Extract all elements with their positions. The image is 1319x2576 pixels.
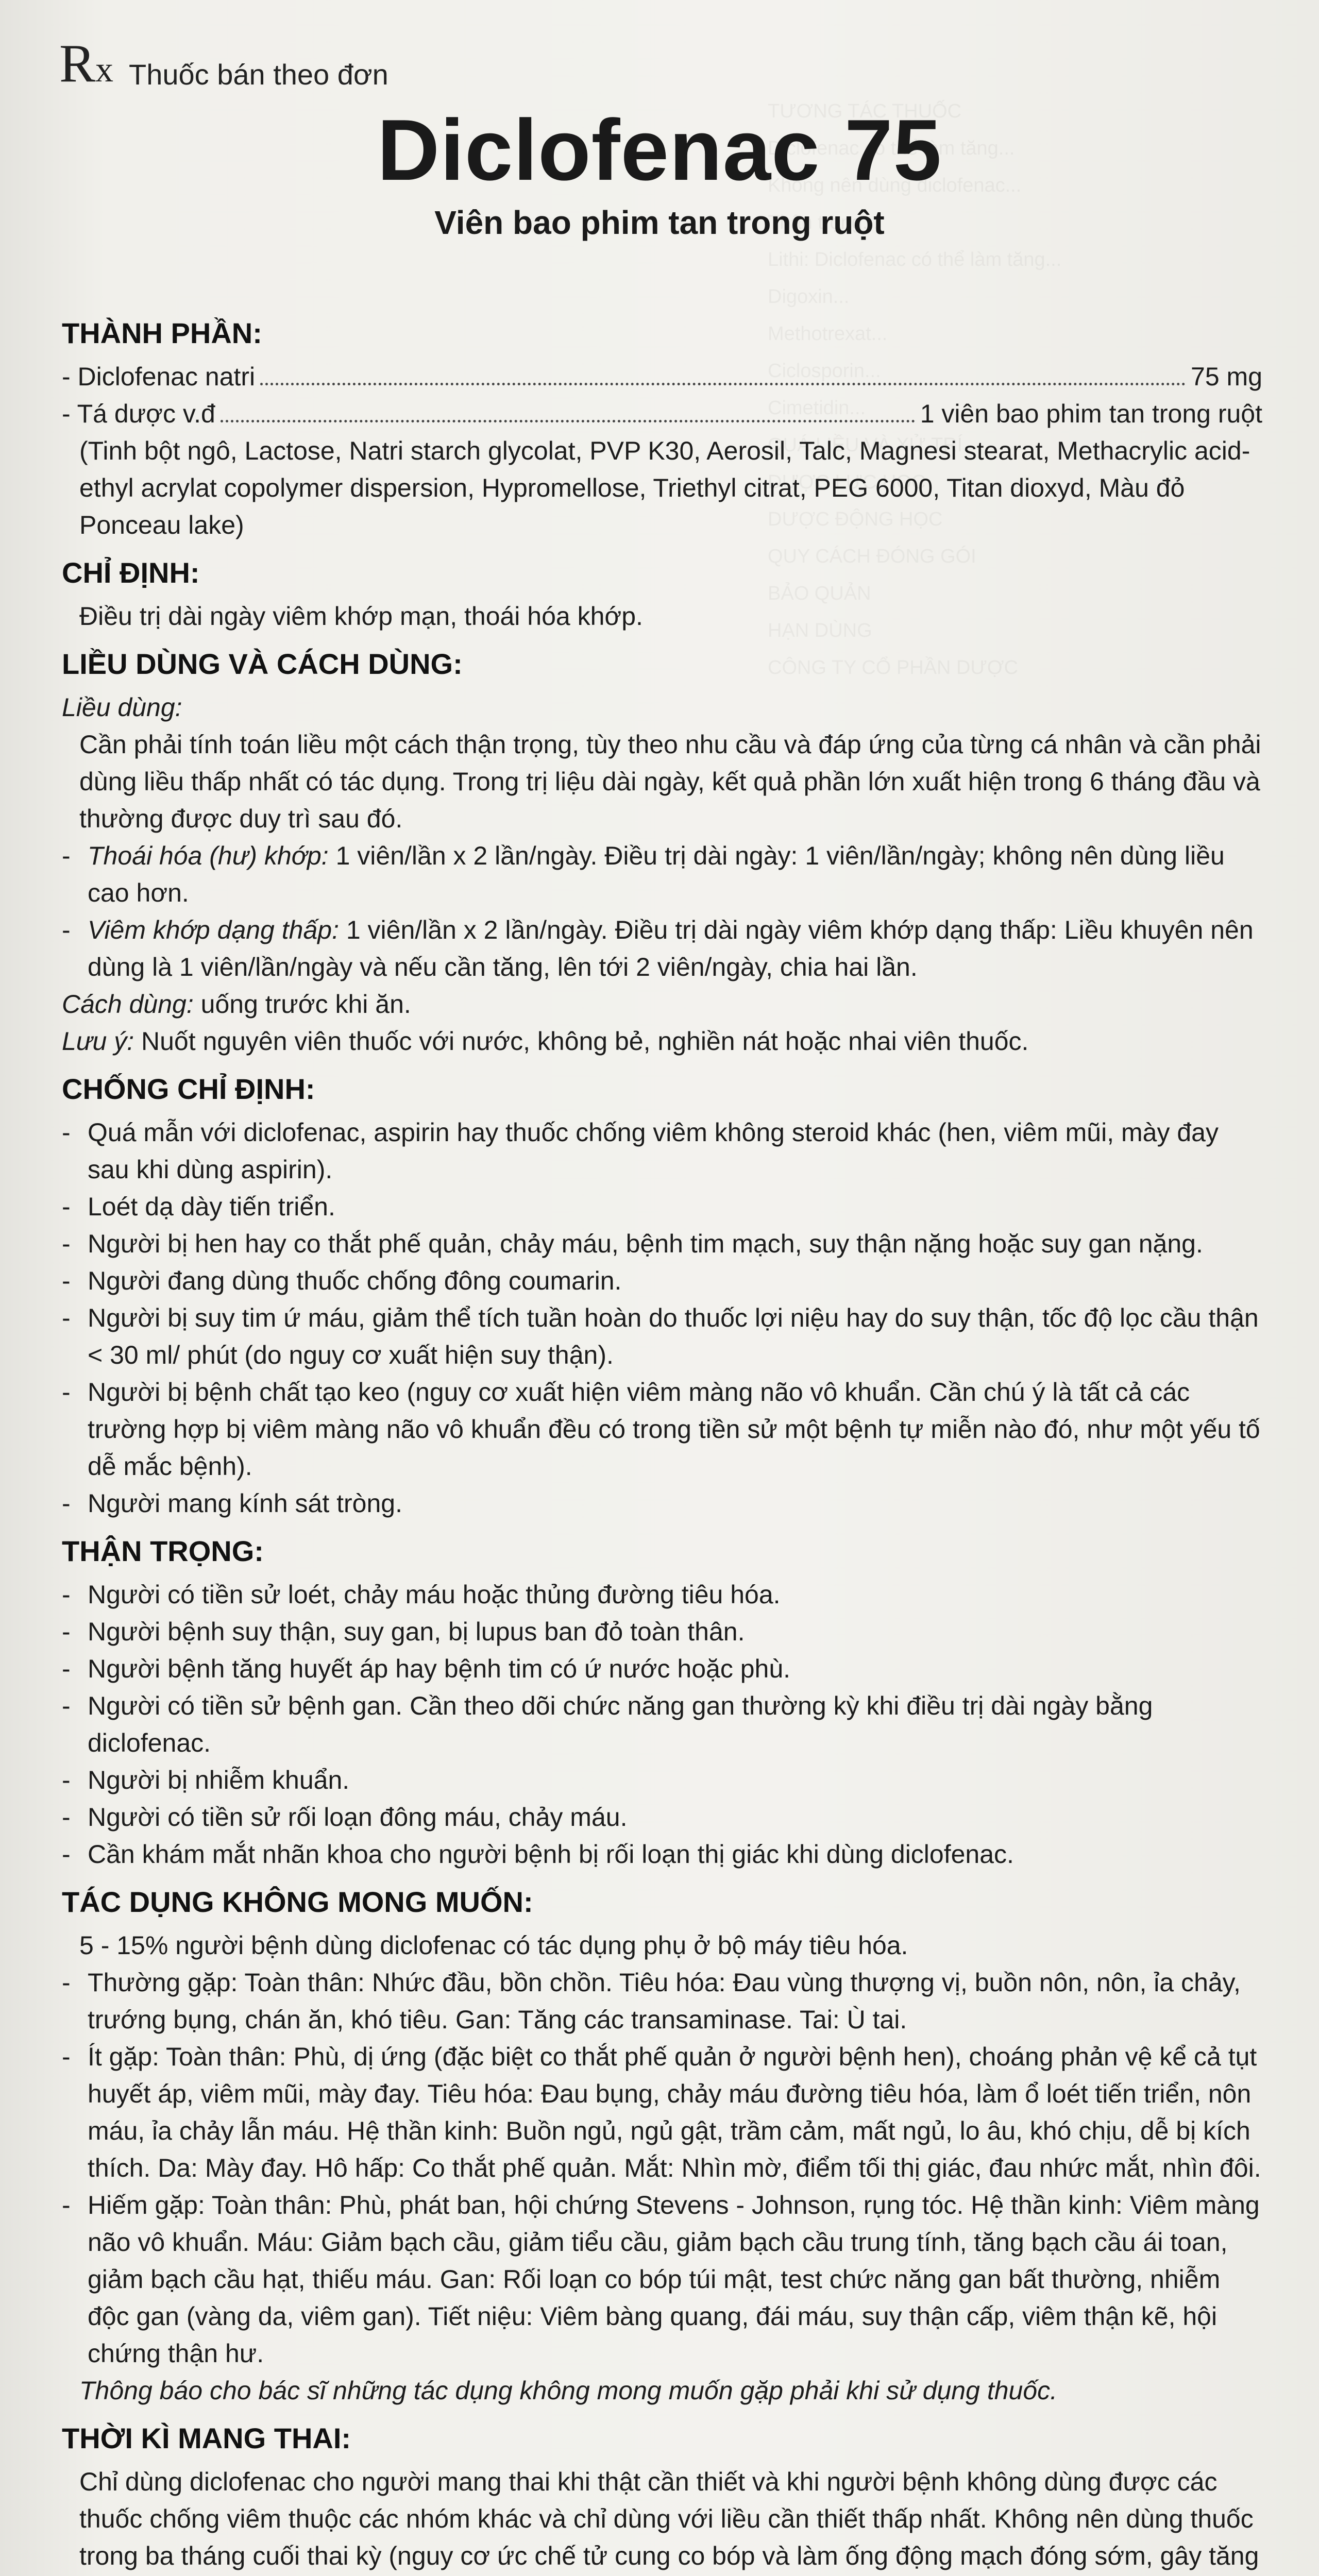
list-item: - Ít gặp: Toàn thân: Phù, dị ứng (đặc biệt co thắt phế quản ở người bệnh hen), choáng phản vệ kể cả tụt huyết áp, viêm mũi, mày đay. Tiêu hóa: Đau bụng, chảy máu đường tiêu hóa, làm ổ loét tiến triển, nôn máu, ỉa chảy lẫn máu. Hệ thần kinh: Buồn ngủ, ngủ gật, trầm cảm, mất ngủ, lo âu, khó chịu, dễ bị kích thích. Da: Mày đay. Hô hấp: Co thắt phế quản. Mắt: Nhìn mờ, điểm tối thị giác, đau nhức mắt, nhìn đôi. bbox=[62, 2038, 1262, 2187]
section-pregnancy bbox=[62, 2421, 1262, 2576]
list-item: - Người bị nhiễm khuẩn. bbox=[62, 1761, 1262, 1799]
paragraph: Điều trị dài ngày viêm khớp mạn, thoái hóa khớp. bbox=[79, 602, 643, 631]
paragraph: Chỉ dùng diclofenac cho người mang thai khi thật cần thiết và khi người bệnh không dùng được các thuốc chống viêm thuộc các nhóm khác và chỉ dùng với liều cần thiết thấp nhất. Không nên dùng thuốc trong ba tháng cuối thai kỳ (nguy cơ ức chế tử cung co bóp và làm ống động mạch đóng sớm, gây tăng bbox=[79, 2467, 1259, 2570]
ingredient-row: - Diclofenac natri 75 mg bbox=[62, 362, 1262, 391]
ingredient-row: - Tá dược v.đ 1 viên bao phim tan trong ruột bbox=[62, 399, 1262, 428]
list-item: - Người bị hen hay co thắt phế quản, chảy máu, bệnh tim mạch, suy thận nặng hoặc suy gan nặng. bbox=[62, 1225, 1262, 1262]
leaflet-content bbox=[62, 304, 1262, 2576]
paragraph: Cần phải tính toán liều một cách thận trọng, tùy theo nhu cầu và đáp ứng của từng cá nhân và cần phải dùng liều thấp nhất có tác dụng. Trong trị liệu dài ngày, kết quả phần lớn xuất hiện trong 6 tháng đầu và thường được duy trì sau đó. bbox=[79, 730, 1261, 833]
list-item: - Người đang dùng thuốc chống đông coumarin. bbox=[62, 1262, 1262, 1299]
paragraph: Lưu ý: Nuốt nguyên viên thuốc với nước, không bẻ, nghiền nát hoặc nhai viên thuốc. bbox=[62, 1027, 1029, 1056]
list-item: - Người bị suy tim ứ máu, giảm thể tích tuần hoàn do thuốc lợi niệu hay do suy thận, tốc độ lọc cầu thận < 30 ml/ phút (do nguy cơ xuất hiện suy thận). bbox=[62, 1299, 1262, 1374]
list-item: - Loét dạ dày tiến triển. bbox=[62, 1188, 1262, 1225]
list-item: - Cần khám mắt nhãn khoa cho người bệnh bị rối loạn thị giác khi dùng diclofenac. bbox=[62, 1836, 1262, 1873]
rx-symbol: Rx bbox=[59, 33, 114, 93]
section-title: CHỐNG CHỈ ĐỊNH: bbox=[62, 1073, 315, 1105]
product-title: Diclofenac 75 bbox=[377, 101, 942, 198]
prescription-note: Thuốc bán theo đơn bbox=[129, 58, 388, 91]
section-title: CHỈ ĐỊNH: bbox=[62, 556, 200, 589]
list-item: - Thoái hóa (hư) khớp: 1 viên/lần x 2 lần/ngày. Điều trị dài ngày: 1 viên/lần/ngày; không nên dùng liều cao hơn. bbox=[62, 837, 1262, 911]
leader-dots bbox=[260, 383, 1186, 385]
section-contraindications bbox=[62, 1072, 1262, 1522]
section-title: LIỀU DÙNG VÀ CÁCH DÙNG: bbox=[62, 648, 463, 680]
paragraph: 5 - 15% người bệnh dùng diclofenac có tác dụng phụ ở bộ máy tiêu hóa. bbox=[79, 1931, 908, 1960]
product-subtitle: Viên bao phim tan trong ruột bbox=[434, 204, 885, 241]
list-item: - Người có tiền sử bệnh gan. Cần theo dõi chức năng gan thường kỳ khi điều trị dài ngày bằng diclofenac. bbox=[62, 1687, 1262, 1761]
leader-dots bbox=[221, 420, 915, 422]
list-item: - Quá mẫn với diclofenac, aspirin hay thuốc chống viêm không steroid khác (hen, viêm mũi, mày đay sau khi dùng aspirin). bbox=[62, 1114, 1262, 1188]
section-title: THỜI KÌ MANG THAI: bbox=[62, 2422, 351, 2454]
list-item: - Viêm khớp dạng thấp: 1 viên/lần x 2 lần/ngày. Điều trị dài ngày viêm khớp dạng thấp: Liều khuyên nên dùng là 1 viên/lần/ngày và nếu cần tăng, lên tới 2 viên/ngày, chia hai lần. bbox=[62, 911, 1262, 986]
list-item: - Thường gặp: Toàn thân: Nhức đầu, bồn chồn. Tiêu hóa: Đau vùng thượng vị, buồn nôn, nôn, ỉa chảy, trướng bụng, chán ăn, khó tiêu. Gan: Tăng các transaminase. Tai: Ù tai. bbox=[62, 1964, 1262, 2038]
list-item: - Người bệnh tăng huyết áp hay bệnh tim có ứ nước hoặc phù. bbox=[62, 1650, 1262, 1687]
section-indications bbox=[62, 556, 1262, 635]
list-item: - Hiếm gặp: Toàn thân: Phù, phát ban, hội chứng Stevens - Johnson, rụng tóc. Hệ thần kinh: Viêm màng não vô khuẩn. Máu: Giảm bạch cầu, giảm tiểu cầu, giảm bạch cầu trung tính, tăng bạch cầu ái toan, giảm bạch cầu hạt, thiếu máu. Gan: Rối loạn co bóp túi mật, test chức năng gan bất thường, nhiễm độc gan (vàng da, viêm gan). Tiết niệu: Viêm bàng quang, đái máu, suy thận cấp, viêm thận kẽ, hội chứng thận hư. bbox=[62, 2187, 1262, 2372]
excipient-list: (Tinh bột ngô, Lactose, Natri starch glycolat, PVP K30, Aerosil, Talc, Magnesi stearat, Methacrylic acid-ethyl acrylat copolymer dispersion, Hypromellose, Triethyl citrat, PEG 6000, Titan dioxyd, Màu đỏ Ponceau lake) bbox=[79, 436, 1250, 539]
section-title: TÁC DỤNG KHÔNG MONG MUỐN: bbox=[62, 1886, 533, 1918]
list-item: - Người mang kính sát tròng. bbox=[62, 1485, 1262, 1522]
list-item: - Người bị bệnh chất tạo keo (nguy cơ xuất hiện viêm màng não vô khuẩn. Cần chú ý là tất cả các trường hợp bị viêm màng não vô khuẩn đều có trong tiền sử một bệnh tự miễn nào đó, như một yếu tố dễ mắc bệnh). bbox=[62, 1374, 1262, 1485]
list-item: - Người có tiền sử rối loạn đông máu, chảy máu. bbox=[62, 1799, 1262, 1836]
paragraph: Cách dùng: uống trước khi ăn. bbox=[62, 990, 411, 1019]
section-title: THẬN TRỌNG: bbox=[62, 1535, 264, 1567]
list-item: - Người có tiền sử loét, chảy máu hoặc thủng đường tiêu hóa. bbox=[62, 1576, 1262, 1613]
section-composition bbox=[62, 316, 1262, 544]
section-side-effects bbox=[62, 1885, 1262, 2409]
section-title: THÀNH PHẦN: bbox=[62, 317, 262, 349]
subheading: Liều dùng: bbox=[62, 693, 182, 722]
section-dosage bbox=[62, 647, 1262, 1060]
paragraph: Thông báo cho bác sĩ những tác dụng không mong muốn gặp phải khi sử dụng thuốc. bbox=[79, 2376, 1058, 2405]
list-item: - Người bệnh suy thận, suy gan, bị lupus ban đỏ toàn thân. bbox=[62, 1613, 1262, 1650]
section-precautions bbox=[62, 1534, 1262, 1873]
